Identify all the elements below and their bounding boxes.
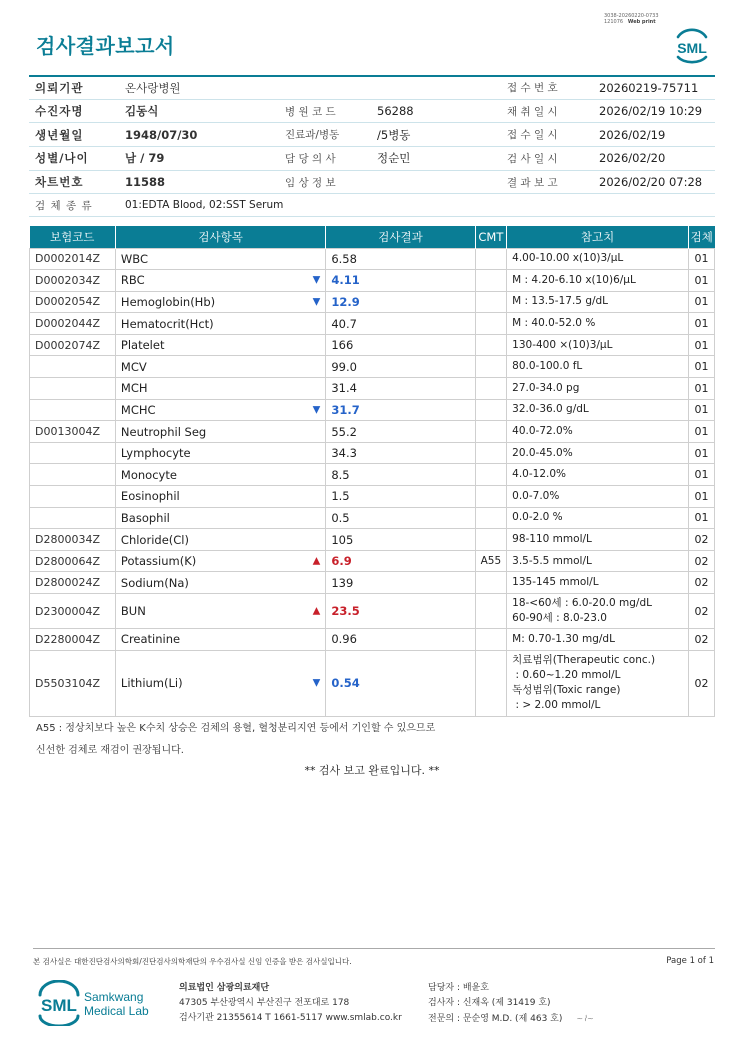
- test-item-name: Eosinophil: [120, 489, 180, 504]
- sml-logo-text: SML: [677, 40, 707, 56]
- table-row: [30, 421, 715, 443]
- test-item: [115, 421, 325, 443]
- cmt-code: [475, 313, 507, 335]
- test-item: [115, 572, 325, 594]
- reference-line: 3.5-5.5 mmol/L: [512, 554, 592, 567]
- insurance-code: D0002074Z: [30, 334, 116, 356]
- insurance-code: [30, 399, 116, 421]
- sml-logo-icon: [672, 26, 712, 64]
- test-item: [115, 594, 325, 629]
- info-value: 온사랑병원: [125, 80, 181, 95]
- test-result: 0.96: [326, 629, 475, 651]
- info-label: 검 사 일 시: [507, 152, 558, 165]
- test-result: 31.7: [326, 399, 475, 421]
- specimen-code: 01: [688, 313, 714, 335]
- info-label: 의뢰기관: [35, 80, 84, 95]
- test-item: [115, 550, 325, 572]
- reference-line: : > 2.00 mmol/L: [512, 699, 601, 712]
- insurance-code: D0002034Z: [30, 270, 116, 292]
- info-value: /5병동: [377, 127, 411, 142]
- low-flag-icon: ▼: [312, 296, 321, 308]
- insurance-code: D2280004Z: [30, 629, 116, 651]
- signatories: [428, 981, 594, 1027]
- info-label: 생년월일: [35, 127, 84, 142]
- cmt-code: [475, 270, 507, 292]
- reference-line: 27.0-34.0 pg: [512, 381, 580, 394]
- doctor-line: [428, 1011, 594, 1027]
- test-item-name: RBC: [120, 273, 145, 288]
- test-item: [115, 507, 325, 529]
- reference-line: 4.0-12.0%: [512, 468, 566, 481]
- low-flag-icon: ▼: [312, 404, 321, 416]
- test-result: 12.9: [326, 291, 475, 313]
- info-label: 수진자명: [35, 104, 84, 119]
- reference-range: [507, 421, 689, 443]
- reference-range: [507, 650, 689, 716]
- reference-range: [507, 356, 689, 378]
- manager: 담당자 : 배윤호: [428, 983, 489, 993]
- cmt-code: [475, 399, 507, 421]
- footer-divider: [33, 948, 715, 949]
- table-row: [30, 399, 715, 421]
- reference-range: [507, 529, 689, 551]
- reference-line: 4.00-10.00 x(10)3/μL: [512, 252, 624, 265]
- test-item: [115, 334, 325, 356]
- comment-line1: A55 : 정상치보다 높은 K수치 상승은 검체의 용혈, 혈청분리지연 등에서 기인할 수 있으므로: [36, 723, 436, 734]
- test-item-name: Lithium(Li): [120, 676, 183, 691]
- test-item-name: MCHC: [120, 402, 156, 417]
- specimen-code: 01: [688, 291, 714, 313]
- test-result: 8.5: [326, 464, 475, 486]
- insurance-code: [30, 356, 116, 378]
- test-result: 23.5: [326, 594, 475, 629]
- reference-line: 130-400 ×(10)3/μL: [512, 338, 613, 351]
- reference-range: [507, 248, 689, 270]
- test-item-name: Basophil: [120, 510, 170, 525]
- cmt-code: [475, 650, 507, 716]
- reference-line: 0.0-2.0 %: [512, 511, 563, 524]
- reference-range: [507, 464, 689, 486]
- test-item-name: BUN: [120, 604, 146, 618]
- reference-line: 치료범위(Therapeutic conc.): [512, 654, 656, 667]
- insurance-code: D0002014Z: [30, 248, 116, 270]
- specimen-code: 01: [688, 507, 714, 529]
- reference-line: 60-90세 : 8.0-23.0: [512, 612, 607, 624]
- info-value: 정순민: [377, 151, 411, 166]
- info-label: 진료과/병동: [285, 129, 340, 142]
- info-value: 남 / 79: [125, 151, 165, 166]
- cmt-code: [475, 507, 507, 529]
- page-number: Page 1 of 1: [666, 956, 714, 966]
- insurance-code: D2800024Z: [30, 572, 116, 594]
- reference-range: [507, 378, 689, 400]
- info-row: [29, 99, 715, 123]
- table-row: [30, 270, 715, 292]
- specimen-code: 01: [688, 378, 714, 400]
- print-code-line1: 3038-20260220-0733: [604, 13, 659, 19]
- reference-line: 독성범위(Toxic range): [512, 684, 621, 697]
- test-result: 0.54: [326, 650, 475, 716]
- reference-range: [507, 313, 689, 335]
- insurance-code: D5503104Z: [30, 650, 116, 716]
- comment-line2: 신선한 검체로 재검이 권장됩니다.: [36, 745, 184, 756]
- specimen-code: 01: [688, 399, 714, 421]
- specimen-code: 01: [688, 270, 714, 292]
- reference-range: [507, 399, 689, 421]
- low-flag-icon: ▼: [312, 677, 321, 689]
- info-value: 56288: [377, 104, 414, 119]
- certification-text: 본 검사실은 대한진단검사의학회/진단검사의학재단의 우수검사실 신임 인증을 받은 검사실입니다.: [33, 957, 352, 966]
- reference-line: 98-110 mmol/L: [512, 533, 592, 546]
- reference-range: [507, 629, 689, 651]
- cmt-code: [475, 356, 507, 378]
- table-row: [30, 629, 715, 651]
- cmt-code: [475, 291, 507, 313]
- header-result: 검사결과: [326, 226, 475, 248]
- cmt-code: [475, 442, 507, 464]
- cmt-code: [475, 486, 507, 508]
- test-item: [115, 378, 325, 400]
- info-value: 2026/02/19: [599, 127, 666, 142]
- test-item-name: Monocyte: [120, 467, 177, 482]
- reference-range: [507, 486, 689, 508]
- specimen-code: 01: [688, 356, 714, 378]
- test-item-name: Creatinine: [120, 632, 181, 647]
- insurance-code: D2800064Z: [30, 550, 116, 572]
- info-label: 채 취 일 시: [507, 105, 558, 118]
- table-row: [30, 464, 715, 486]
- specimen-code: 01: [688, 486, 714, 508]
- reference-line: M : 40.0-52.0 %: [512, 317, 596, 330]
- table-row: [30, 507, 715, 529]
- cmt-code: [475, 378, 507, 400]
- info-row: [29, 146, 715, 170]
- reference-line: 40.0-72.0%: [512, 425, 573, 438]
- info-value: 김동식: [125, 104, 159, 119]
- table-row: [30, 529, 715, 551]
- specimen-code: 01: [688, 442, 714, 464]
- info-label: 접 수 일 시: [507, 129, 558, 142]
- test-item: [115, 486, 325, 508]
- specimen-code: 02: [688, 572, 714, 594]
- reference-range: [507, 442, 689, 464]
- test-item-name: Potassium(K): [120, 554, 197, 569]
- table-row: [30, 594, 715, 629]
- org-name: 의료법인 삼광의료재단: [179, 983, 270, 993]
- table-row: [30, 572, 715, 594]
- info-row: [29, 122, 715, 146]
- test-result: 31.4: [326, 378, 475, 400]
- insurance-code: [30, 442, 116, 464]
- specimen-code: 02: [688, 629, 714, 651]
- specimen-code: 02: [688, 650, 714, 716]
- low-flag-icon: ▼: [312, 274, 321, 286]
- info-label: 차트번호: [35, 175, 84, 190]
- insurance-code: D0002054Z: [30, 291, 116, 313]
- cmt-code: [475, 594, 507, 629]
- test-item-name: Sodium(Na): [120, 575, 189, 590]
- reference-line: 80.0-100.0 fL: [512, 360, 583, 373]
- test-item-name: Platelet: [120, 338, 165, 353]
- table-row: [30, 550, 715, 572]
- info-value: 1948/07/30: [125, 127, 198, 142]
- cmt-code: [475, 629, 507, 651]
- insurance-code: [30, 486, 116, 508]
- test-item-name: Hemoglobin(Hb): [120, 294, 216, 309]
- header-code: 보험코드: [30, 226, 116, 248]
- samkwang-logo-icon: [36, 980, 156, 1026]
- reference-range: [507, 550, 689, 572]
- test-item: [115, 399, 325, 421]
- reference-line: M: 0.70-1.30 mg/dL: [512, 632, 615, 645]
- reference-line: : 0.60~1.20 mmol/L: [512, 669, 621, 682]
- doctor: 전문의 : 문순영 M.D. (제 463 호): [428, 1014, 563, 1024]
- info-row: [29, 170, 715, 194]
- specimen-code: 02: [688, 529, 714, 551]
- results-table: [29, 226, 715, 717]
- specimen-code: 01: [688, 248, 714, 270]
- table-row: [30, 650, 715, 716]
- test-item-name: Hematocrit(Hct): [120, 316, 214, 331]
- reference-line: 32.0-36.0 g/dL: [512, 403, 589, 416]
- specimen-value: 01:EDTA Blood, 02:SST Serum: [125, 199, 284, 212]
- specimen-code: 01: [688, 334, 714, 356]
- test-item-name: MCH: [120, 381, 148, 396]
- page-title: 검사결과보고서: [36, 34, 175, 58]
- table-row: [30, 378, 715, 400]
- header-spec: 검체: [688, 226, 714, 248]
- table-row: [30, 442, 715, 464]
- footer-logo-short: SML: [41, 996, 77, 1015]
- specimen-code: 01: [688, 464, 714, 486]
- test-result: 40.7: [326, 313, 475, 335]
- patient-info: [29, 75, 715, 217]
- table-row: [30, 248, 715, 270]
- print-code-line2: 121076: [604, 19, 624, 25]
- reference-range: [507, 507, 689, 529]
- test-result: 1.5: [326, 486, 475, 508]
- signature-mark: ~⌇~: [576, 1014, 594, 1023]
- info-value: 2026/02/20 07:28: [599, 175, 703, 190]
- info-value: 20260219-75711: [599, 80, 699, 95]
- reference-range: [507, 291, 689, 313]
- info-label: 접 수 번 호: [507, 82, 558, 95]
- test-item: [115, 248, 325, 270]
- info-value: 11588: [125, 175, 166, 190]
- info-value: 2026/02/20: [599, 151, 666, 166]
- header-ref: 참고치: [507, 226, 689, 248]
- table-row: [30, 313, 715, 335]
- specimen-code: 01: [688, 421, 714, 443]
- insurance-code: [30, 378, 116, 400]
- insurance-code: D0002044Z: [30, 313, 116, 335]
- reference-range: [507, 572, 689, 594]
- specimen-code: 02: [688, 594, 714, 629]
- test-item: [115, 356, 325, 378]
- results-header-row: [30, 226, 715, 248]
- test-result: 99.0: [326, 356, 475, 378]
- reference-range: [507, 270, 689, 292]
- insurance-code: D2300004Z: [30, 594, 116, 629]
- cmt-code: [475, 421, 507, 443]
- test-item: [115, 270, 325, 292]
- test-result: 139: [326, 572, 475, 594]
- cmt-code: A55: [475, 550, 507, 572]
- organization-info: [179, 981, 402, 1026]
- reference-line: 20.0-45.0%: [512, 446, 573, 459]
- info-label: 결 과 보 고: [507, 176, 558, 189]
- test-item-name: Chloride(Cl): [120, 532, 189, 547]
- reference-range: [507, 594, 689, 629]
- reference-line: M : 13.5-17.5 g/dL: [512, 295, 609, 308]
- test-result: 166: [326, 334, 475, 356]
- header-item: 검사항목: [115, 226, 325, 248]
- web-print-label: Web print: [627, 19, 656, 25]
- insurance-code: D0013004Z: [30, 421, 116, 443]
- test-result: 0.5: [326, 507, 475, 529]
- cmt-code: [475, 572, 507, 594]
- test-item-name: MCV: [120, 359, 147, 374]
- table-row: [30, 486, 715, 508]
- examiner: 검사자 : 신재옥 (제 31419 호): [428, 998, 551, 1008]
- test-result: 6.58: [326, 248, 475, 270]
- test-result: 6.9: [326, 550, 475, 572]
- reference-line: 135-145 mmol/L: [512, 576, 599, 589]
- test-item: [115, 464, 325, 486]
- print-code: [604, 13, 659, 25]
- test-item: [115, 313, 325, 335]
- test-item-name: Lymphocyte: [120, 446, 191, 461]
- test-item: [115, 529, 325, 551]
- test-result: 105: [326, 529, 475, 551]
- specimen-code: 02: [688, 550, 714, 572]
- high-flag-icon: ▲: [312, 605, 321, 617]
- reference-line: 0.0-7.0%: [512, 489, 560, 502]
- reference-range: [507, 334, 689, 356]
- table-row: [30, 291, 715, 313]
- test-item-name: WBC: [120, 251, 149, 266]
- reference-line: 18-<60세 : 6.0-20.0 mg/dL: [512, 597, 652, 609]
- test-item: [115, 442, 325, 464]
- insurance-code: [30, 464, 116, 486]
- test-item: [115, 650, 325, 716]
- test-item: [115, 629, 325, 651]
- test-item-name: Neutrophil Seg: [120, 424, 207, 439]
- specimen-label: 검 체 종 류: [35, 199, 93, 212]
- insurance-code: [30, 507, 116, 529]
- cmt-code: [475, 464, 507, 486]
- table-row: [30, 356, 715, 378]
- table-row: [30, 334, 715, 356]
- cmt-code: [475, 334, 507, 356]
- test-result: 34.3: [326, 442, 475, 464]
- specimen-row: [29, 193, 715, 217]
- report-complete: ** 검사 보고 완료입니다. **: [304, 764, 440, 777]
- footer-logo-name1: Samkwang: [84, 990, 144, 1004]
- org-contact: 검사기관 21355614 T 1661-5117 www.smlab.co.kr: [179, 1013, 402, 1023]
- info-value: 2026/02/19 10:29: [599, 104, 703, 119]
- insurance-code: D2800034Z: [30, 529, 116, 551]
- header-cmt: CMT: [475, 226, 507, 248]
- test-item: [115, 291, 325, 313]
- info-label: 성별/나이: [35, 151, 89, 166]
- footer-logo-name2: Medical Lab: [84, 1004, 149, 1018]
- test-result: 4.11: [326, 270, 475, 292]
- reference-line: M : 4.20-6.10 x(10)6/μL: [512, 273, 636, 286]
- info-row: [29, 75, 715, 99]
- info-label: 담 당 의 사: [285, 152, 336, 165]
- org-address: 47305 부산광역시 부산진구 전포대로 178: [179, 998, 350, 1008]
- high-flag-icon: ▲: [312, 555, 321, 567]
- info-label: 병 원 코 드: [285, 105, 336, 118]
- cmt-code: [475, 529, 507, 551]
- cmt-code: [475, 248, 507, 270]
- test-result: 55.2: [326, 421, 475, 443]
- info-label: 임 상 정 보: [285, 176, 336, 189]
